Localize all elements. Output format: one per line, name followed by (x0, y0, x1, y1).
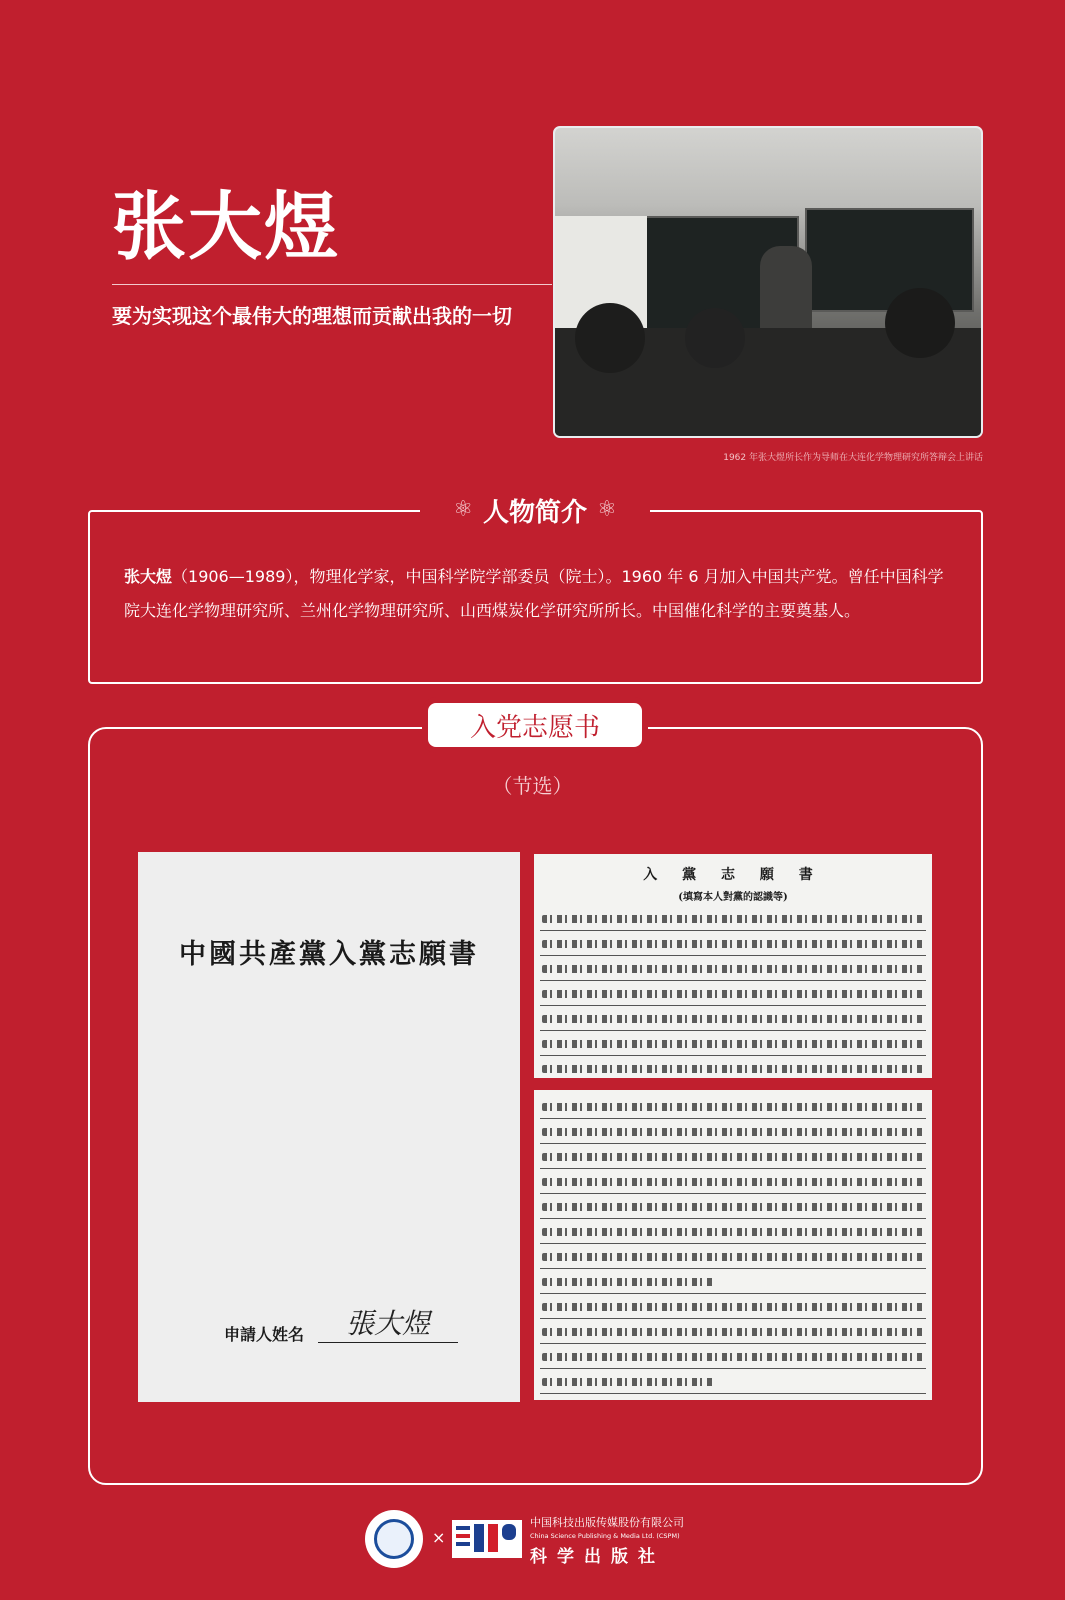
photo-caption: 1962 年张大煜所长作为导师在大连化学物理研究所答辩会上讲话 (723, 453, 983, 463)
motto: 要为实现这个最伟大的理想而贡献出我的一切 (112, 304, 512, 328)
bio-body: （1906—1989），物理化学家，中国科学院学部委员（院士）。1960 年 6 月加入中国共产党。曾任中国科学院大连化学物理研究所、兰州化学物理研究所、山西煤炭化学研究所所长。中国催化科学的主要奠基人。 (124, 567, 944, 620)
title-divider (112, 284, 552, 285)
audience-head-3 (885, 288, 955, 358)
bio-text (124, 560, 959, 628)
bio-heading (420, 488, 650, 532)
publisher-info (530, 1514, 684, 1567)
application-title: 入党志愿书 (428, 703, 642, 747)
audience-head-2 (685, 308, 745, 368)
applicant-signature: 張大煜 (318, 1302, 458, 1343)
page2-handwriting (540, 1094, 926, 1394)
academy-logo (365, 1510, 423, 1568)
bio-name: 张大煜 (124, 567, 173, 586)
publisher-cn: 中国科技出版传媒股份有限公司 (530, 1516, 684, 1529)
cover-title: 中國共產黨入黨志願書 (179, 939, 479, 970)
applicant-label: 申請人姓名 (224, 1325, 305, 1344)
publisher-logo (452, 1516, 522, 1562)
page1-handwriting (540, 906, 926, 1078)
audience-head-1 (575, 303, 645, 373)
publisher-brand: 科学出版社 (530, 1547, 665, 1567)
separator: × (432, 1528, 446, 1547)
atom-icon: ⚛ (597, 497, 617, 522)
application-cover (138, 852, 520, 1402)
person-name: 张大煜 (112, 184, 340, 270)
historical-photo (553, 126, 983, 438)
publisher-en: China Science Publishing & Media Ltd. (CSPM) (530, 1532, 680, 1540)
handwritten-page-2 (534, 1090, 932, 1400)
blackboard-right (805, 208, 974, 312)
handwritten-page-1 (534, 854, 932, 1078)
excerpt-note: （节选） (492, 774, 573, 798)
footer (0, 1510, 1065, 1570)
atom-icon: ⚛ (453, 497, 473, 522)
bio-title: 人物简介 (482, 497, 587, 528)
page1-title: 入 黨 志 願 書 (643, 867, 823, 883)
page1-subtitle: (填寫本人對黨的認識等) (678, 892, 788, 903)
